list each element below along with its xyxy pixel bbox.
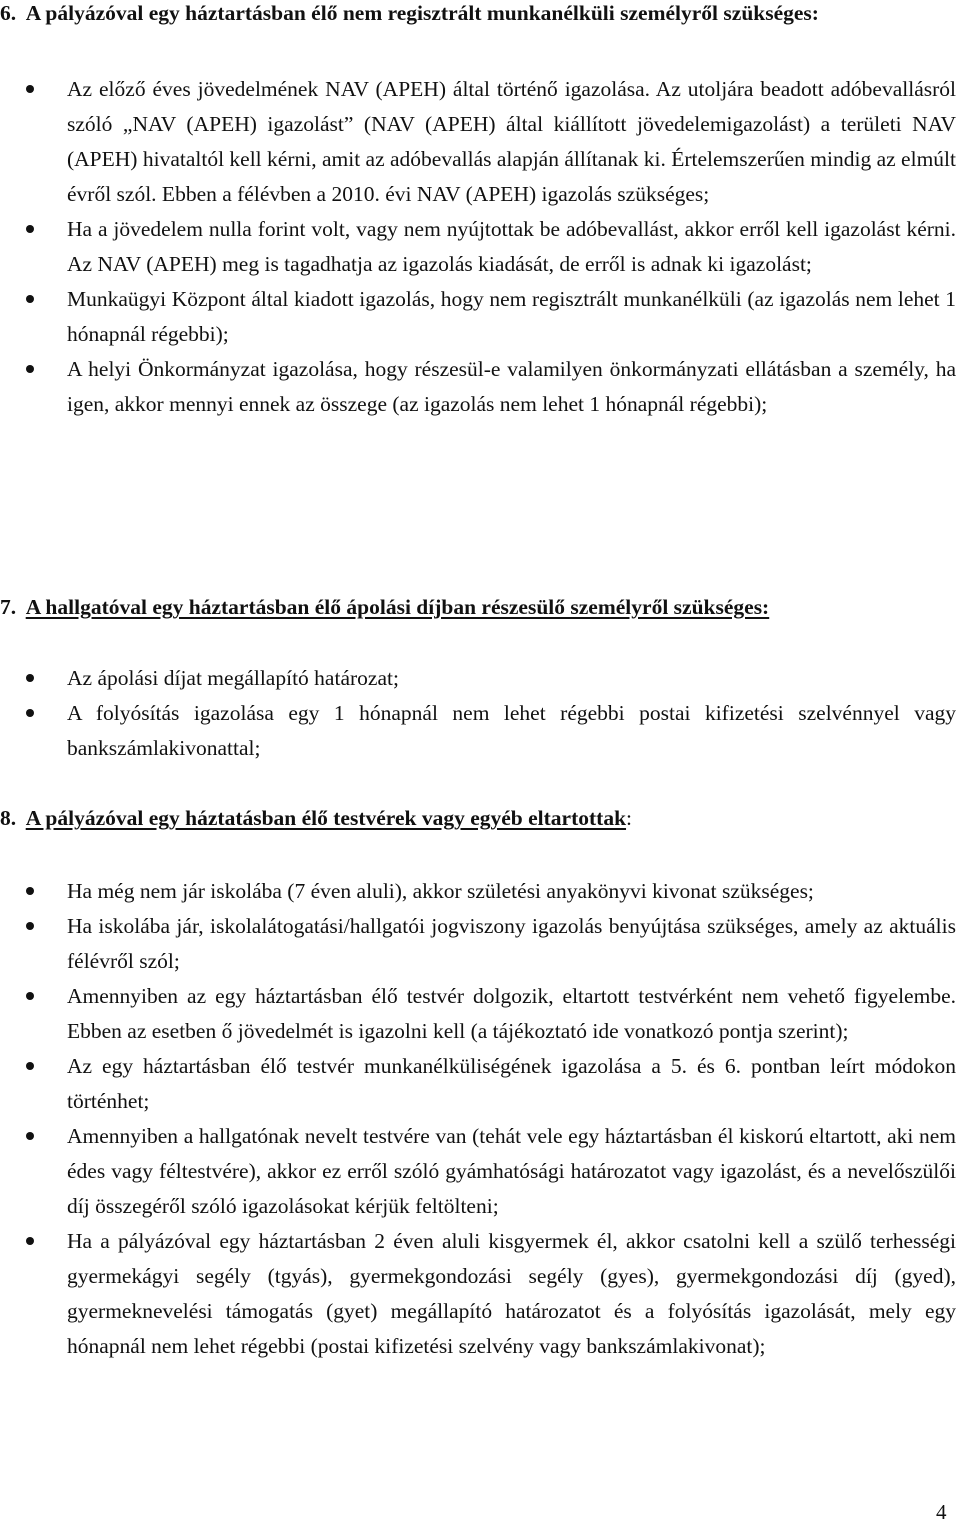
- section-number: 7.: [0, 595, 22, 619]
- bullet-icon: [26, 1062, 34, 1070]
- section-7-list: [0, 661, 956, 766]
- section-7-heading: [0, 590, 956, 625]
- list-item-text: A folyósítás igazolása egy 1 hónapnál nem lehet régebbi postai kifizetési szelvénnyel vagy bankszámlakivonattal;: [67, 701, 956, 760]
- bullet-icon: [26, 709, 34, 717]
- bullet-icon: [26, 922, 34, 930]
- list-item-text: Ha a pályázóval egy háztartásban 2 éven aluli kisgyermek él, akkor csatolni kell a szülő terhességi gyermekágyi segély (tgyás), gyermekgondozási segély (gyes), gyermekgondozási díj (gyed), gyermeknevelési támogatás (gyet) megállapító határozatot és a folyósítás igazolását, mely egy hónapnál nem lehet régebbi (postai kifizetési szelvény vagy bankszámlakivonat);: [67, 1229, 956, 1358]
- list-item: [0, 909, 956, 979]
- bullet-icon: [26, 365, 34, 373]
- list-item-text: Ha még nem jár iskolába (7 éven aluli), akkor születési anyakönyvi kivonat szükséges;: [67, 879, 814, 903]
- list-item: [0, 1224, 956, 1364]
- bullet-icon: [26, 1237, 34, 1245]
- section-8-heading: [0, 801, 956, 836]
- list-item-text: Az előző éves jövedelmének NAV (APEH) által történő igazolása. Az utoljára beadott adóbevallásról szóló „NAV (APEH) igazolást” (NAV (APEH) által kiállított jövedelemigazolást) a területi NAV (APEH) hivataltól kell kérni, amit az adóbevallás alapján állítanak ki. Értelemszerűen mindig az elmúlt évről szól. Ebben a félévben a 2010. évi NAV (APEH) igazolás szükséges;: [67, 77, 956, 206]
- list-item: [0, 1119, 956, 1224]
- list-item: [0, 874, 956, 909]
- heading-colon: :: [626, 806, 633, 830]
- list-item: [0, 282, 956, 352]
- section-number: 8.: [0, 806, 22, 830]
- bullet-icon: [26, 887, 34, 895]
- bullet-icon: [26, 674, 34, 682]
- bullet-icon: [26, 85, 34, 93]
- section-heading-text: A pályázóval egy háztartásban élő nem regisztrált munkanélküli személyről szükséges:: [25, 1, 819, 25]
- list-item-text: Ha iskolába jár, iskolalátogatási/hallgatói jogviszony igazolás benyújtása szükséges, amely az aktuális félévről szól;: [67, 914, 956, 973]
- list-item: [0, 352, 956, 422]
- list-item: [0, 661, 956, 696]
- list-item-text: Az egy háztartásban élő testvér munkanélküliségének igazolása a 5. és 6. pontban leírt módokon történhet;: [67, 1054, 956, 1113]
- bullet-icon: [26, 992, 34, 1000]
- list-item: [0, 1049, 956, 1119]
- list-item-text: Az ápolási díjat megállapító határozat;: [67, 666, 399, 690]
- list-item-text: Ha a jövedelem nulla forint volt, vagy nem nyújtottak be adóbevallást, akkor erről kell igazolást kérni. Az NAV (APEH) meg is tagadhatja az igazolás kiadását, de erről is adnak ki igazolást;: [67, 217, 956, 276]
- list-item: [0, 696, 956, 766]
- section-heading-text: A hallgatóval egy háztartásban élő ápolási díjban részesülő személyről szükséges:: [25, 595, 770, 619]
- list-item-text: Amennyiben a hallgatónak nevelt testvére van (tehát vele egy háztartásban él kiskorú eltartott, aki nem édes vagy féltestvére), akkor ez erről szóló gyámhatósági határozatot vagy igazolást, és a nevelőszülői díj összegéről szóló igazolásokat kérjük feltölteni;: [67, 1124, 956, 1218]
- section-number: 6.: [0, 1, 22, 25]
- section-6-heading: [0, 0, 956, 31]
- bullet-icon: [26, 225, 34, 233]
- section-heading-text: A pályázóval egy háztatásban élő testvérek vagy egyéb eltartottak: [25, 806, 627, 830]
- list-item-text: Munkaügyi Központ által kiadott igazolás, hogy nem regisztrált munkanélküli (az igazolás nem lehet 1 hónapnál régebbi);: [67, 287, 956, 346]
- list-item-text: A helyi Önkormányzat igazolása, hogy részesül-e valamilyen önkormányzati ellátásban a személy, ha igen, akkor mennyi ennek az összege (az igazolás nem lehet 1 hónapnál régebbi);: [67, 357, 956, 416]
- section-6-list: [0, 72, 956, 422]
- page-number: 4: [936, 1500, 947, 1524]
- bullet-icon: [26, 1132, 34, 1140]
- list-item: [0, 72, 956, 212]
- list-item: [0, 979, 956, 1049]
- list-item-text: Amennyiben az egy háztartásban élő testvér dolgozik, eltartott testvérként nem vehető figyelembe. Ebben az esetben ő jövedelmét is igazolni kell (a tájékoztató ide vonatkozó pontja szerint);: [67, 984, 956, 1043]
- section-8-list: [0, 874, 956, 1364]
- list-item: [0, 212, 956, 282]
- bullet-icon: [26, 295, 34, 303]
